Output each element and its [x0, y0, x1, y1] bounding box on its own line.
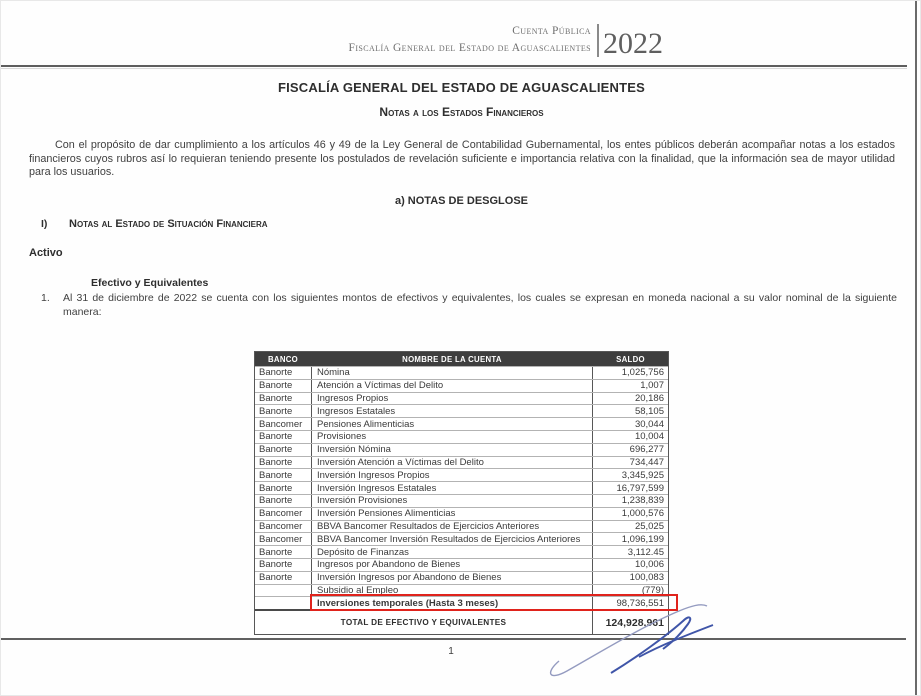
corner-program: Cuenta Pública [512, 25, 591, 37]
cell-cuenta: Ingresos Estatales [312, 405, 593, 417]
cell-banco [255, 597, 312, 609]
page-subtitle: Notas a los Estados Financieros [379, 105, 544, 119]
cell-banco: Banorte [255, 405, 312, 417]
cell-banco: Banorte [255, 367, 312, 379]
cell-cuenta: Atención a Víctimas del Delito [312, 380, 593, 392]
section-i-numeral: I) [41, 218, 48, 230]
section-i-label: Notas al Estado de Situación Financiera [69, 218, 268, 230]
cell-banco: Banorte [255, 482, 312, 494]
table-row [255, 571, 668, 584]
page-number: 1 [448, 646, 454, 657]
cell-saldo: 1,096,199 [621, 533, 664, 545]
cell-cuenta: Inversión Ingresos por Abandono de Bienes [312, 572, 593, 584]
corner-year: 2022 [603, 27, 663, 60]
cell-saldo: 1,007 [640, 380, 664, 392]
table-row [255, 392, 668, 405]
table-row [255, 532, 668, 545]
section-a-heading: a) NOTAS DE DESGLOSE [394, 195, 529, 207]
cell-banco [255, 585, 312, 597]
col-header-saldo: SALDO [616, 354, 645, 364]
table-row [255, 481, 668, 494]
total-label: TOTAL DE EFECTIVO Y EQUIVALENTES [255, 611, 593, 634]
header-rule-shadow [1, 68, 907, 69]
cell-saldo: 3,112.45 [627, 546, 664, 558]
table-row [255, 545, 668, 558]
total-value: 124,928,961 [605, 616, 664, 629]
table-row [255, 366, 668, 379]
cell-saldo: 20,186 [634, 392, 664, 404]
col-header-banco: BANCO [255, 352, 312, 366]
cell-banco: Banorte [255, 393, 312, 405]
note-1-number: 1. [41, 292, 50, 304]
cell-banco: Banorte [255, 380, 312, 392]
table-row [255, 417, 668, 430]
corner-header-text [121, 23, 591, 57]
cell-saldo: 30,044 [634, 418, 664, 430]
table-row [255, 558, 668, 571]
table-row [255, 456, 668, 469]
cell-saldo: 25,025 [634, 520, 664, 532]
cell-saldo: 3,345,925 [621, 469, 664, 481]
footer-rule [1, 638, 906, 640]
table-header-row [255, 352, 668, 366]
header-rule [1, 65, 907, 67]
cell-cuenta: Inversión Ingresos Estatales [312, 482, 593, 494]
intro-paragraph: Con el propósito de dar cumplimiento a los artículos 46 y 49 de la Ley General de Contabilidad Gubernamental, los entes públicos deberán acompañar notas a los estados financieros cuyos rubros así lo requieran teniendo presente los postulados de revelación suficiente e importancia relativa con la finalidad, que la información sea de mayor utilidad para los usuarios. [29, 139, 895, 178]
cell-cuenta: Nómina [312, 367, 593, 379]
cell-banco: Banorte [255, 444, 312, 456]
cell-cuenta: BBVA Bancomer Inversión Resultados de Ejercicios Anteriores [312, 533, 593, 545]
table-row [255, 584, 668, 597]
cell-cuenta: Depósito de Finanzas [312, 546, 593, 558]
cell-banco: Banorte [255, 457, 312, 469]
col-header-cuenta: NOMBRE DE LA CUENTA [312, 352, 593, 366]
cash-equivalents-table [254, 351, 669, 635]
cell-cuenta: Inversión Nómina [312, 444, 593, 456]
table-row [255, 468, 668, 481]
cell-saldo: 1,025,756 [621, 367, 664, 379]
cell-cuenta: Ingresos Propios [312, 393, 593, 405]
cell-saldo: 734,447 [629, 456, 664, 468]
cell-banco: Bancomer [255, 533, 312, 545]
cell-cuenta: Inversión Ingresos Propios [312, 469, 593, 481]
table-row [255, 430, 668, 443]
cell-cuenta: Provisiones [312, 431, 593, 443]
table-row-highlighted [255, 596, 668, 609]
table-row [255, 379, 668, 392]
table-total-row [255, 609, 668, 634]
cell-banco: Bancomer [255, 418, 312, 430]
cell-saldo: 10,004 [634, 431, 664, 443]
cell-saldo: 1,238,839 [621, 495, 664, 507]
cell-banco: Bancomer [255, 508, 312, 520]
cell-banco: Banorte [255, 572, 312, 584]
activo-heading: Activo [29, 247, 63, 259]
section-i-heading [41, 218, 268, 230]
corner-divider [597, 24, 599, 57]
cell-banco: Banorte [255, 546, 312, 558]
cell-banco: Banorte [255, 559, 312, 571]
cell-cuenta: Inversión Provisiones [312, 495, 593, 507]
cell-cuenta: Ingresos por Abandono de Bienes [312, 559, 593, 571]
table-row [255, 494, 668, 507]
cell-saldo: (779) [641, 584, 664, 596]
table-row [255, 520, 668, 533]
cell-banco: Banorte [255, 469, 312, 481]
cell-cuenta: Inversión Atención a Víctimas del Delito [312, 457, 593, 469]
cell-cuenta: Inversiones temporales (Hasta 3 meses) [312, 597, 593, 609]
efectivo-heading: Efectivo y Equivalentes [91, 277, 209, 289]
cell-saldo: 100,083 [629, 572, 664, 584]
cell-saldo: 16,797,599 [616, 482, 664, 494]
table-row [255, 443, 668, 456]
cell-saldo: 10,006 [634, 559, 664, 571]
corner-institution: Fiscalía General del Estado de Aguascalientes [348, 42, 591, 54]
cell-cuenta: BBVA Bancomer Resultados de Ejercicios Anteriores [312, 521, 593, 533]
cell-cuenta: Inversión Pensiones Alimenticias [312, 508, 593, 520]
cell-cuenta: Pensiones Alimenticias [312, 418, 593, 430]
cell-saldo: 58,105 [634, 405, 664, 417]
note-1 [41, 292, 897, 319]
cell-banco: Banorte [255, 431, 312, 443]
cell-banco: Banorte [255, 495, 312, 507]
cell-saldo: 98,736,551 [616, 597, 664, 609]
cell-saldo: 696,277 [629, 444, 664, 456]
cell-banco: Bancomer [255, 521, 312, 533]
cell-saldo: 1,000,576 [621, 508, 664, 520]
table-row [255, 404, 668, 417]
table-row [255, 507, 668, 520]
cell-cuenta: Subsidio al Empleo [312, 585, 593, 597]
note-1-text: Al 31 de diciembre de 2022 se cuenta con los siguientes montos de efectivos y equivalentes, los cuales se expresan en moneda nacional a su valor nominal de la siguiente manera: [63, 292, 897, 318]
page-title: FISCALÍA GENERAL DEL ESTADO DE AGUASCALIENTES [277, 80, 645, 95]
